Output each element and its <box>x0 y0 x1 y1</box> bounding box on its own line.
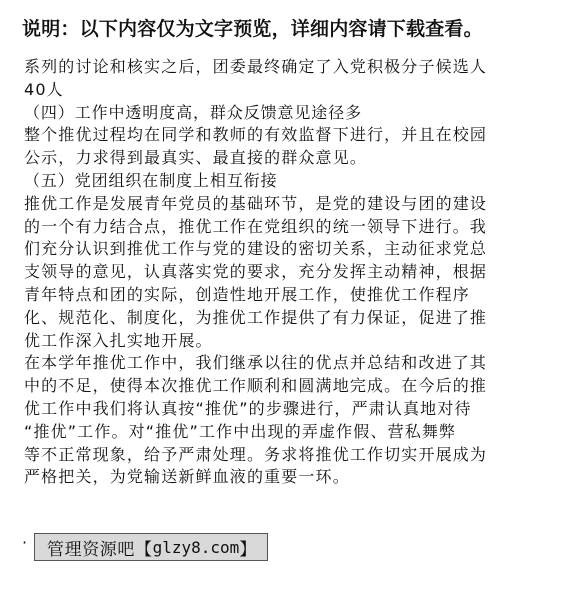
watermark-text: 管理资源吧【 <box>47 539 153 560</box>
text-line: 优工作深入扎实地开展。 <box>24 330 213 350</box>
text-line: 推优工作是发展青年党员的基础环节，是党的建设与团的建设 <box>24 193 488 213</box>
text-line: 系列的讨论和核实之后，团委最终确定了入党积极分子候选人 <box>24 57 488 76</box>
text-line: 40人 <box>24 79 64 99</box>
text-line: 优工作中我们将认真按“推优”的步骤进行，严肃认真地对待 <box>24 398 472 418</box>
watermark-close: 】 <box>239 539 257 560</box>
site-watermark-link[interactable] <box>34 533 268 561</box>
footer <box>22 533 268 561</box>
text-line: 青年特点和团的实际，创造性地开展工作，使推优工作程序 <box>24 284 470 304</box>
document-body <box>24 56 572 489</box>
text-line: 们充分认识到推优工作与党的建设的密切关系，主动征求党总 <box>24 239 488 259</box>
text-line: 公示，力求得到最真实、最直接的群众意见。 <box>24 148 368 168</box>
preview-notice: 说明：以下内容仅为文字预览，详细内容请下载查看。 <box>22 18 483 40</box>
text-line: 中的不足，使得本次推优工作顺利和圆满地完成。在今后的推 <box>24 376 488 396</box>
text-line: 整个推优过程均在同学和教师的有效监督下进行，并且在校园 <box>24 125 488 145</box>
text-line: “推优”工作。对“推优”工作中出现的弄虚作假、营私舞弊 <box>24 421 457 441</box>
text-line: 的一个有力结合点，推优工作在党组织的统一领导下进行。我 <box>24 216 488 236</box>
text-line: 支领导的意见，认真落实党的要求，充分发挥主动精神，根据 <box>24 262 488 282</box>
text-line: 严格把关，为党输送新鲜血液的重要一环。 <box>24 467 350 487</box>
section-heading: （四）工作中透明度高，群众反馈意见途径多 <box>24 102 363 122</box>
text-line: 化、规范化、制度化，为推优工作提供了有力保证，促进了推 <box>24 307 488 327</box>
text-line: 等不正常现象，给予严肃处理。务求将推优工作切实开展成为 <box>24 444 488 464</box>
section-heading: （五）党团组织在制度上相互衔接 <box>24 170 278 190</box>
bullet-dot: · <box>22 533 28 552</box>
text-line: 在本学年推优工作中，我们继承以往的优点并总结和改进了其 <box>24 353 488 373</box>
watermark-domain: glzy8.com <box>152 537 240 557</box>
